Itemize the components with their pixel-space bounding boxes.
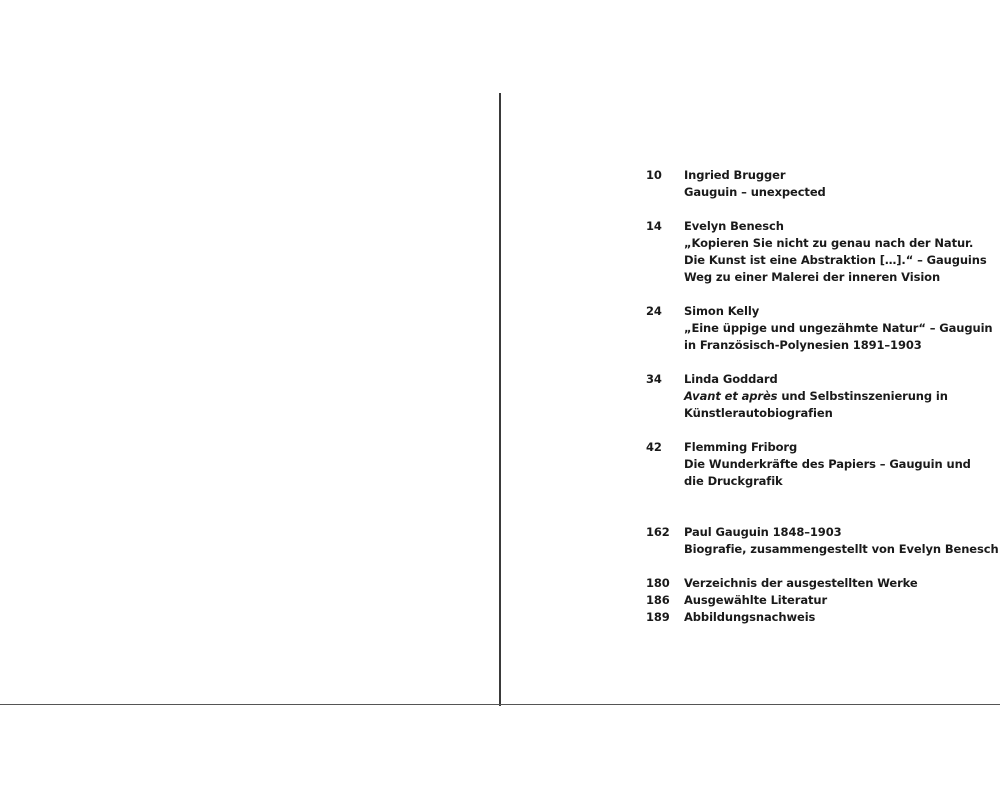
toc-author: Flemming Friborg <box>684 440 798 454</box>
toc-author: Simon Kelly <box>684 304 760 318</box>
toc-page-number: 186 <box>646 593 670 607</box>
toc-biography-heading: Paul Gauguin 1848–1903 <box>684 525 842 539</box>
toc-author: Ingried Brugger <box>684 168 786 182</box>
toc-entry-friborg[interactable] <box>646 439 986 490</box>
left-page-blank <box>0 93 500 705</box>
toc-page-number: 162 <box>646 525 670 539</box>
toc-page-number: 10 <box>646 168 662 182</box>
toc-biography-subtitle: Biografie, zusammengestellt von Evelyn Benesch <box>684 542 999 556</box>
toc-entry-credits[interactable] <box>646 609 986 626</box>
toc-title-line: Gauguin – unexpected <box>684 185 826 199</box>
toc-title-italic: Avant et après <box>684 389 778 403</box>
toc-appendix-label: Abbildungsnachweis <box>684 610 816 624</box>
toc-title-rest: und Selbstinszenierung in <box>777 389 948 403</box>
toc-entry-biography[interactable] <box>646 524 999 558</box>
toc-entry-goddard[interactable] <box>646 371 986 422</box>
toc-appendix-label: Ausgewählte Literatur <box>684 593 828 607</box>
toc-page-number: 34 <box>646 372 662 386</box>
toc-title-line: Die Kunst ist eine Abstraktion […].“ – Gauguins <box>684 253 987 267</box>
toc-entry-brugger[interactable] <box>646 167 986 201</box>
toc-title-line: „Kopieren Sie nicht zu genau nach der Natur. <box>684 236 974 250</box>
toc-title-line: die Druckgrafik <box>684 474 783 488</box>
toc-title-line: Weg zu einer Malerei der inneren Vision <box>684 270 941 284</box>
toc-page-number: 180 <box>646 576 670 590</box>
toc-page-number: 189 <box>646 610 670 624</box>
toc-title-line: Die Wunderkräfte des Papiers – Gauguin und <box>684 457 971 471</box>
page-bottom-edge <box>0 704 1000 705</box>
toc-author: Evelyn Benesch <box>684 219 784 233</box>
toc-page-number: 14 <box>646 219 662 233</box>
toc-page-number: 42 <box>646 440 662 454</box>
toc-page-number: 24 <box>646 304 662 318</box>
toc-title-line: „Eine üppige und ungezähmte Natur“ – Gauguin <box>684 321 993 335</box>
toc-title-line: in Französisch-Polynesien 1891–1903 <box>684 338 922 352</box>
toc-entry-literature[interactable] <box>646 592 986 609</box>
table-of-contents <box>646 167 999 626</box>
toc-appendix-label: Verzeichnis der ausgestellten Werke <box>684 576 918 590</box>
toc-title-line: Künstlerautobiografien <box>684 406 833 420</box>
toc-author: Linda Goddard <box>684 372 778 386</box>
toc-entry-benesch[interactable] <box>646 218 986 286</box>
toc-entry-kelly[interactable] <box>646 303 993 354</box>
toc-title-line <box>684 388 986 405</box>
toc-entry-works-list[interactable] <box>646 575 986 592</box>
